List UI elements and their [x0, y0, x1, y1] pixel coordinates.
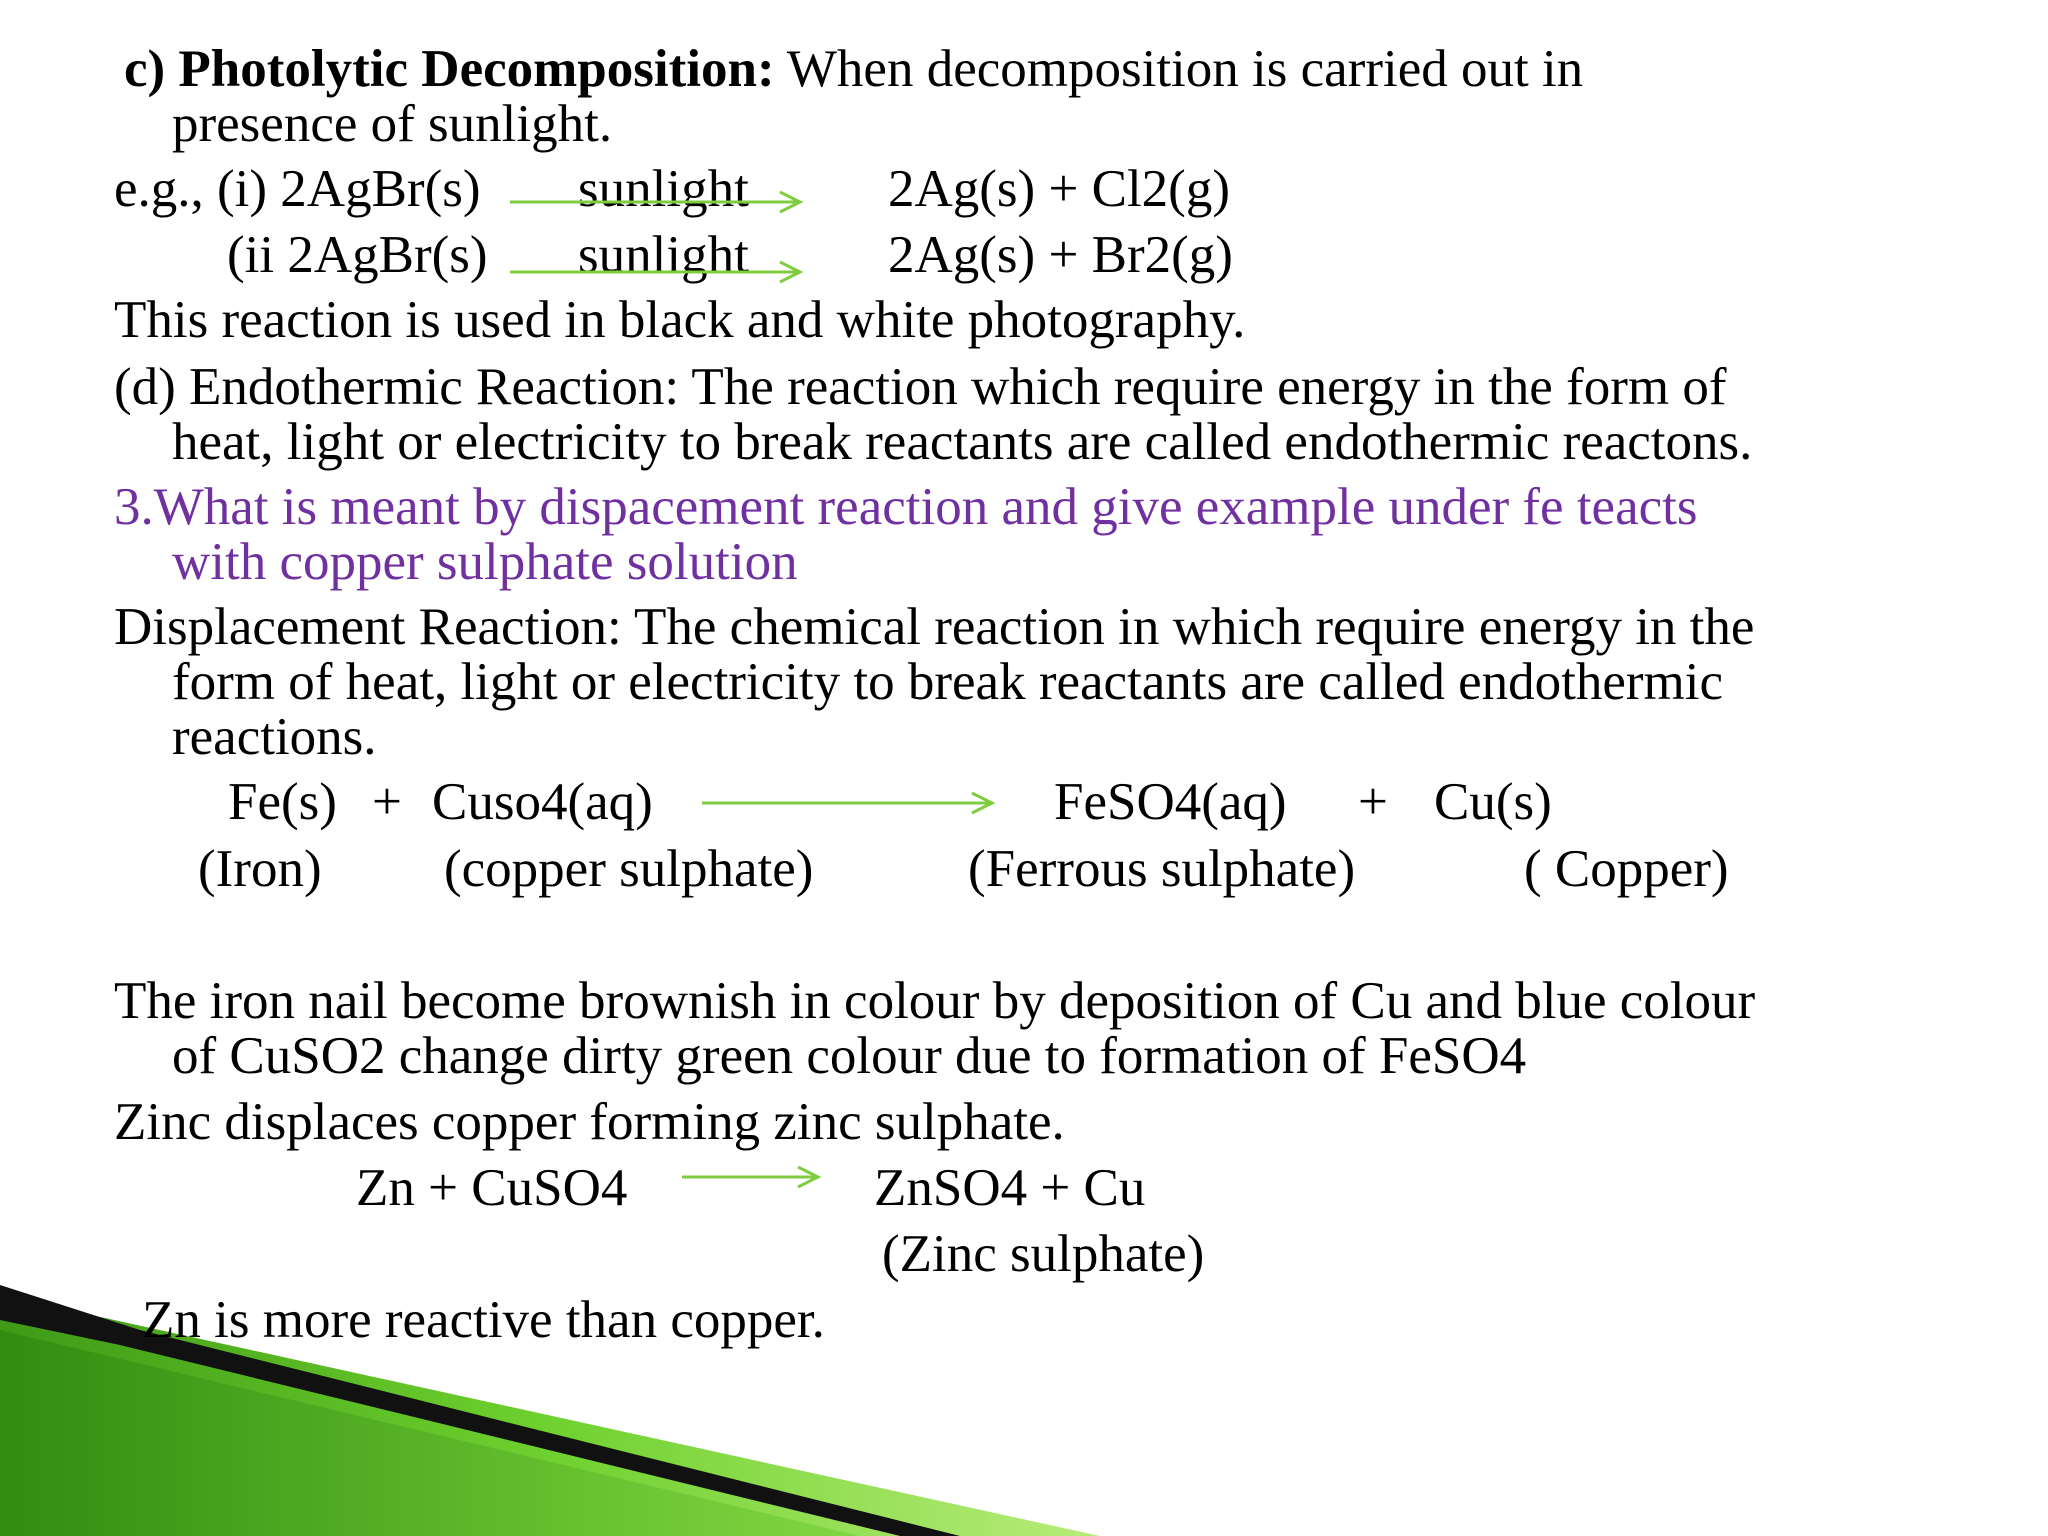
fe-label-copper: ( Copper)	[1524, 840, 1729, 898]
section-c-heading: c) Photolytic Decomposition:	[124, 40, 775, 98]
fe-plus2: +	[1358, 773, 1388, 831]
fe-reactant1: Fe(s)	[228, 773, 337, 831]
zinc-statement: Zinc displaces copper forming zinc sulphate.	[114, 1093, 1065, 1151]
zn-arrow	[680, 1162, 830, 1192]
answer-line3: reactions.	[172, 708, 377, 766]
example1-condition: sunlight	[578, 160, 749, 218]
example2-prefix: (ii 2AgBr(s)	[227, 226, 488, 284]
example1-prefix: e.g., (i) 2AgBr(s)	[114, 160, 481, 218]
section-c-line1	[124, 40, 1583, 98]
observation-line1: The iron nail become brownish in colour by deposition of Cu and blue colour	[114, 972, 1756, 1030]
answer-line2: form of heat, light or electricity to break reactants are called endothermic	[172, 653, 1724, 711]
example2-products: 2Ag(s) + Br2(g)	[888, 226, 1233, 284]
fe-arrow	[700, 788, 1000, 818]
observation-line2: of CuSO2 change dirty green colour due to formation of FeSO4	[172, 1027, 1527, 1085]
fe-plus1: +	[372, 773, 402, 831]
fe-product2: Cu(s)	[1434, 773, 1552, 831]
fe-product1: FeSO4(aq)	[1054, 773, 1287, 831]
zn-reactants: Zn + CuSO4	[356, 1159, 628, 1217]
answer-line1: Displacement Reaction: The chemical reaction in which require energy in the	[114, 598, 1755, 656]
example1-arrow	[508, 188, 808, 218]
example2-condition: sunlight	[578, 226, 749, 284]
fe-reactant2: Cuso4(aq)	[432, 773, 653, 831]
zn-label: (Zinc sulphate)	[882, 1225, 1205, 1283]
section-d-line2: heat, light or electricity to break reactants are called endothermic reactons.	[172, 413, 1753, 471]
conclusion: Zn is more reactive than copper.	[142, 1291, 825, 1349]
zn-products: ZnSO4 + Cu	[874, 1159, 1146, 1217]
fe-label-ferrous-sulphate: (Ferrous sulphate)	[968, 840, 1356, 898]
question-line2: with copper sulphate solution	[172, 533, 798, 591]
question-line1: 3.What is meant by dispacement reaction and give example under fe teacts	[114, 478, 1698, 536]
section-c-intro: When decomposition is carried out in	[774, 40, 1584, 98]
fe-label-copper-sulphate: (copper sulphate)	[444, 840, 814, 898]
example2-arrow	[508, 258, 808, 288]
photo-note: This reaction is used in black and white photography.	[114, 291, 1246, 349]
section-c-line2: presence of sunlight.	[172, 95, 613, 153]
fe-label-iron: (Iron)	[198, 840, 322, 898]
section-d-line1: (d) Endothermic Reaction: The reaction which require energy in the form of	[114, 358, 1727, 416]
example1-products: 2Ag(s) + Cl2(g)	[888, 160, 1230, 218]
